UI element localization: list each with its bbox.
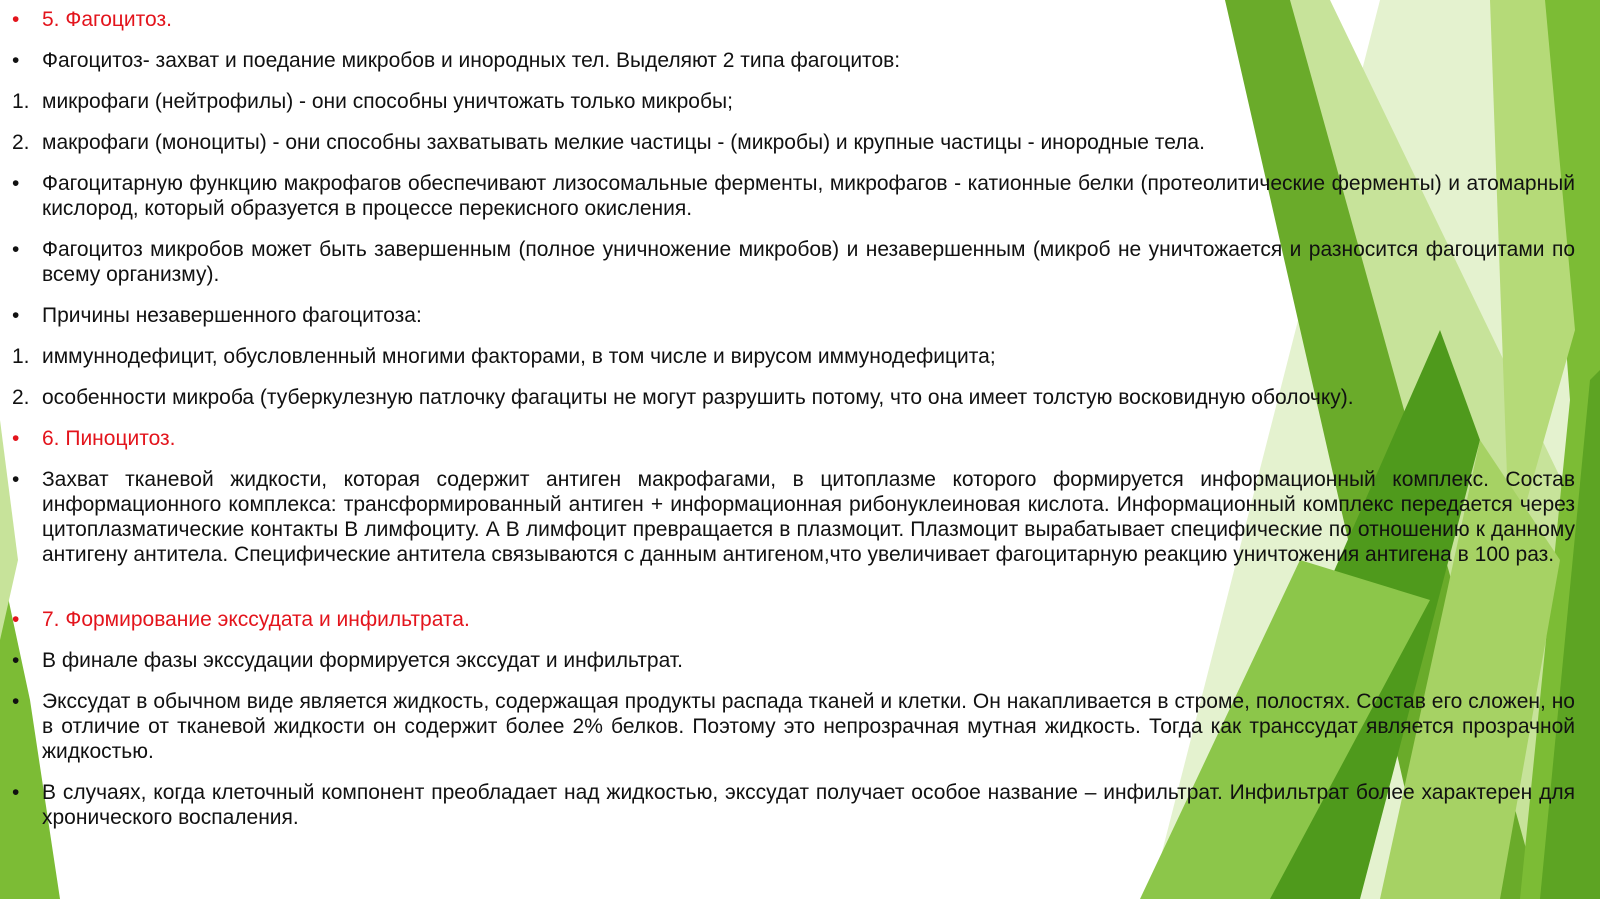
bullet-marker: •: [12, 781, 20, 804]
list-item-text: Фагоцитоз микробов может быть завершенным (полное уничножение микробов) и незавершенным (микроб не уничтожается и разносится фагоцитами по всему организму).: [42, 238, 1575, 286]
bullet-marker: •: [12, 172, 20, 195]
section-heading: 5. Фагоцитоз.: [42, 8, 172, 31]
list-item-text: Экссудат в обычном виде является жидкость, содержащая продукты распада тканей и клетки. Он накапливается в строме, полостях. Состав его сложен, но в отличие от тканевой жидкости он содержит более 2% белков. Поэтому это непрозрачная мутная жидкость. Тогда как транссудат является прозрачной жидкостью.: [42, 690, 1575, 763]
bullet-marker: •: [12, 468, 20, 491]
number-marker: 2.: [12, 386, 30, 409]
bullet-marker: •: [12, 608, 20, 631]
number-marker: 1.: [12, 345, 30, 368]
number-marker: 1.: [12, 90, 30, 113]
bullet-marker: •: [12, 690, 20, 713]
list-item-text: Захват тканевой жидкости, которая содержит антиген макрофагами, в цитоплазме которого формируется информационный комплекс. Состав информационного комплекса: трансформированный антиген + информационная рибонуклеиновая кислота. Информационный комплекс передается через цитоплазматические контакты В лимфоциту. А В лимфоцит превращается в плазмоцит. Плазмоцит вырабатывает специфические по отношению к данному антигену антитела. Специфические антитела связываются с данным антигеном,что увеличивает фагоцитарную реакцию уничтожения антигена в 100 раз.: [42, 468, 1575, 566]
bullet-marker: •: [12, 304, 20, 327]
list-item-text: макрофаги (моноциты) - они способны захватывать мелкие частицы - (микробы) и крупные частицы - инородные тела.: [42, 131, 1205, 154]
section-heading: 7. Формирование экссудата и инфильтрата.: [42, 608, 470, 631]
list-item-text: В финале фазы экссудации формируется экссудат и инфильтрат.: [42, 649, 683, 672]
list-item-text: иммуннодефицит, обусловленный многими факторами, в том числе и вирусом иммунодефицита;: [42, 345, 996, 368]
number-marker: 2.: [12, 131, 30, 154]
list-item-text: В случаях, когда клеточный компонент преобладает над жидкостью, экссудат получает особое название – инфильтрат. Инфильтрат более характерен для хронического воспаления.: [42, 781, 1575, 829]
bullet-marker: •: [12, 49, 20, 72]
list-item-text: микрофаги (нейтрофилы) - они способны уничтожать только микробы;: [42, 90, 733, 113]
list-item-text: Фагоцитарную функцию макрофагов обеспечивают лизосомальные ферменты, микрофагов - катионные белки (протеолитические ферменты) и атомарный кислород, который образуется в процессе перекисного окисления.: [42, 172, 1575, 220]
bullet-marker: •: [12, 8, 20, 31]
list-item-text: Причины незавершенного фагоцитоза:: [42, 304, 422, 327]
bullet-marker: •: [12, 427, 20, 450]
section-heading: 6. Пиноцитоз.: [42, 427, 176, 450]
list-item-text: особенности микроба (туберкулезную патлочку фагациты не могут разрушить потому, что она имеет толстую восковидную оболочку).: [42, 386, 1354, 409]
bullet-marker: •: [12, 649, 20, 672]
bullet-marker: •: [12, 238, 20, 261]
list-item-text: Фагоцитоз- захват и поедание микробов и инородных тел. Выделяют 2 типа фагоцитов:: [42, 49, 901, 72]
